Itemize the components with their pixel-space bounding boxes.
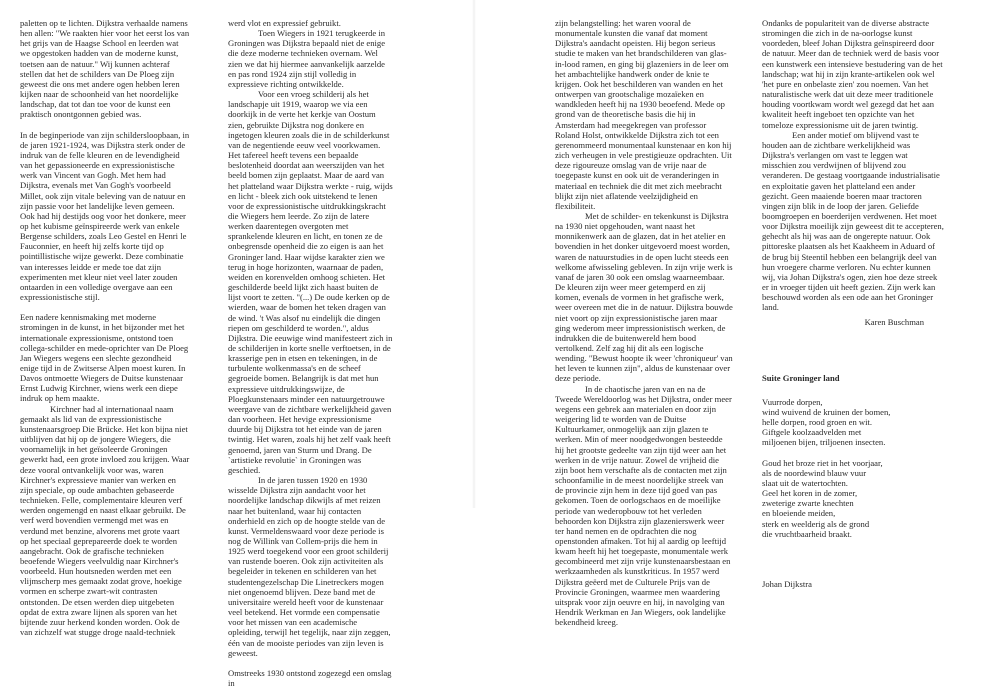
text-column-4 <box>762 18 944 589</box>
paragraph: In de beginperiode van zijn schildersloopbaan, in de jaren 1921-1924, was Dijkstra sterk onder de indruk van de felle kleuren en de levendigheid van het gepassioneerde en expressionistische werk van Vincent van Gogh. Met hem had Dijkstra, evenals met Van Gogh's voorbeeld Millet, ook zijn vitale beleving van de natuur en zijn passie voor het landelijke leven gemeen. Ook had hij destijds oog voor het donkere, meer op het kubisme geïnspireerde werk van enkele Bergense schilders, zoals Leo Gestel en Henri le Fauconnier, en heeft hij zelfs korte tijd op pointillistische wijze gewerkt. Deze combinatie van interesses leidde er mede toe dat zijn experimenten met kleur niet veel later zouden ontaarden in een volledige overgave aan een expressionistische stijl. <box>20 129 190 303</box>
paragraph: Een nadere kennismaking met moderne stromingen in de kunst, in het bijzonder met het internationale expressionisme, ontstond toen collega-schilder en mede-oprichter van De Ploeg Jan Wiegers wegens een slechte gezondheid enige tijd in de Zwitserse Alpen moest kuren. In Davos ontmoette Wiegers de Duitse kunstenaar Ernst Ludwig Kirchner, wiens werk een diepe indruk op hem maakte. <box>20 312 189 404</box>
text-column-1 <box>20 18 190 637</box>
paragraph: Omstreeks 1930 ontstond zogezegd een omslag in <box>228 667 392 688</box>
paragraph: Voor een vroeg schilderij als het landschapje uit 1919, waarop we via een doorkijk in de verte het kerkje van Oostum zien, gebruikte Dijkstra nog donkere en ingetogen kleuren zoals die in de schilderkunst van de negentiende eeuw veel voorkwamen. Het tafereel heeft tevens een bepaalde beslotenheid doordat aan weerszijden van het beeld bomen zijn geplaatst. Maar de aard van het platteland waar Dijkstra werkte - ruig, wijds en licht - bleek zich ook uitstekend te lenen voor de expressionistische uitdrukkingskracht die Wiegers hem leerde. Zo zijn de latere werken daarentegen overgoten met sprankelende kleuren en licht, en tonen ze de onbegrensde openheid die zo eigen is aan het Groninger land. Haar wijdse karakter zien we terug in hoge horizonten, waarnaar de paden, weiden en korenvelden omhoog schieten. Het geschilderde beeld lijkt zich haast buiten de lijst voort te zetten. "(...) De oude kerken op de wierden, waar de bomen het teken dragen van de wind. 't Was alsof nu eindelijk die dingen riepen om geschilderd te worden.", aldus Dijkstra. Die eeuwige wind manifesteert zich in de schilderijen in korte snelle verftoetsen, in de krasserige pen in etsen en tekeningen, in de turbulente wolkenmassa's en de scheef gegroeide bomen. Belangrijk is dat met hun expressieve uitdrukkingswijze, de Ploegkunstenaars minder een natuurgetrouwe weergave van de zichtbare werkelijkheid gaven dan voorheen. Het hevige expressionisme duurde bij Dijkstra tot het einde van de jaren twintig. Het waren, zoals hij het zelf vaak heeft genoemd, jaren van Sturm und Drang. De `artistieke revolutie` in Groningen was geschied. <box>228 89 393 475</box>
paragraph: Met de schilder- en tekenkunst is Dijkstra na 1930 niet opgehouden, want naast het monnikenwerk aan de glazen, dat in het atelier en bovendien in het donker uitgevoerd moest worden, waren de natuurstudies in de open lucht steeds een welkome afwisseling gebleven. In zijn vrije werk is vanaf de jaren 30 ook een omslag waarneembaar. De kleuren zijn weer meer getemperd en zij komen, evenals de vormen in het grafische werk, weer overeen met die in de natuur. Dijkstra bouwde niet voort op zijn expressionistische jaren maar ging wederom meer impressionistisch werken, de indrukken die de buitenwereld hem bood vertolkend. Zelf zag hij dit als een logische wending. "Bewust hoopte ik weer 'chroniqueur' van het leven te kunnen zijn", aldus de kunstenaar over deze periode. <box>555 210 733 384</box>
paragraph: In de chaotische jaren van en na de Tweede Wereldoorlog was het Dijkstra, onder meer wegens een gebrek aan materialen en door zijn weigering lid te worden van de Duitse Kultuurkamer, onmogelijk aan zijn glazen te werken. Min of meer noodgedwongen besteedde hij het grootste gedeelte van zijn tijd weer aan het werken in de vrije natuur. Zowel de vrijheid die zijn boot hem verschafte als de contacten met zijn schoonfamilie in de meest noordelijke streek van de provincie zijn hem in deze tijd goed van pas gekomen. Toen de oorlogschaos en de moeilijke periode van wederopbouw tot het verleden behoorden kon Dijkstra zijn glazenierswerk weer ter hand nemen en de opdrachten die nog openstonden afmaken. Tot hij al aardig op leeftijd kwam heeft hij het toegepaste, monumentale werk gecombineerd met zijn vrije kunstenaarsbestaan en werkzaamheden als kunstkriticus. In 1957 werd Dijkstra geëerd met de Culturele Prijs van de Provincie Groningen, waarmee men waardering uitsprak voor zijn oeuvre en hij, in navolging van Hendrik Werkman en Jan Wiegers, ook landelijke bekendheid kreeg. <box>555 383 732 628</box>
poem-stanza-2: Goud het broze riet in het voorjaar, als de noordewind blauw vuur slaat uit de watertochten. Geel het koren in de zomer, zweterige zwarte knechten en bloeiende meiden, sterk en weelderig als de grond die vruchtbaarheid braakt. <box>762 457 883 539</box>
paragraph: Een ander motief om blijvend vast te houden aan de zichtbare werkelijkheid was Dijkstra's verlangen om vast te leggen wat misschien zou verdwijnen of blijvend zou veranderen. De gestaag voortgaande industrialisatie en exploitatie gaven het platteland een ander gezicht. Geen maaiende boeren maar tractoren vingen zijn blik in de loop der jaren. Geliefde boomgroepen en boerderijen verdwenen. Het moet voor Dijkstra moeilijk zijn geweest dit te accepteren, gehecht als hij was aan de ongerepte natuur. Ook pittoreske plaatsen als het Kaakheem in Aduard of de brug bij Steentil hebben een belangrijk deel van hun vroegere charme verloren. Nu echter kunnen wij, via Johan Dijkstra's ogen, zien hoe deze streek er in vroeger tijden uit heeft gezien. Zijn werk kan beschouwd worden als een ode aan het Groninger land. <box>762 129 944 313</box>
text-column-2 <box>228 18 393 688</box>
article-author: Karen Buschman <box>864 316 924 327</box>
paragraph: In de jaren tussen 1920 en 1930 wisselde Dijkstra zijn aandacht voor het noordelijke landschap dikwijls af met reizen naar het buitenland, waar hij contacten onderhield en zich op de hoogte stelde van de kunst. Vermeldenswaard voor deze periode is nog de Willink van Collem-prijs die hem in 1925 werd toegekend voor een groot schilderij van rustende boeren. Ook zijn activiteiten als begeleider in tekenen en schilderen van het studentengezelschap Die Linetreckers mogen niet ongenoemd blijven. Deze band met de universitaire wereld heeft voor de kunstenaar veel betekend. Het vormde een compensatie voor het missen van een academische opleiding, terwijl het tegelijk, naar zijn zeggen, één van de mooiste periodes van zijn leven is geweest. <box>228 475 391 658</box>
paragraph: Kirchner had al internationaal naam gemaakt als lid van de expressionistische kunstenaarsgroep Die Brücke. Het kon bijna niet uitblijven dat hij op de jongere Wiegers, die voornamelijk in het geïsoleerde Groningen gewerkt had, een grote invloed zou krijgen. Waar deze vooral ontvankelijk voor was, waren Kirchner's expressieve manier van werken en zijn speciale, op oude ambachten gebaseerde technieken. Felle, complementaire kleuren verf werden ongemengd en naast elkaar gebruikt. De verf werd bovendien vermengd met was en verdund met benzine, alvorens met grote vaart op het speciaal geprepareerde doek te worden aangebracht. Ook de grafische technieken beoefende Wiegers veelvuldig naar Kirchner's voorbeeld. Hun houtsneden werden met een vlijmscherp mes gemaakt zodat grove, hoekige vormen en scherpe zwart-wit contrasten ontstonden. De etsen werden diep uitgebeten opdat de extra zware lijnen als sporen van het bijtende zuur herkend konden worden. Ook de van zichzelf wat stugge droge naald-techniek <box>20 403 190 638</box>
paragraph: zijn belangstelling: het waren vooral de monumentale kunsten die vanaf dat moment Dijkstra's aandacht opeisten. Hij begon serieus studie te maken van het brandschilderen van glas-in-lood ramen, en ging bij glazeniers in de leer om het ambachtelijke handwerk onder de knie te krijgen. Ook het beschilderen van wanden en het ontwerpen van grootschalige mozaïeken en wandkleden heeft hij na 1930 beoefend. Mede op grond van de theoretische basis die hij in Amsterdam had meegekregen van professor Roland Holst, ontwikkelde Dijkstra zich tot een gerenommeerd monumentaal kunstenaar en kon hij zich verheugen in vele prestigieuze opdrachten. Uit deze rigoureuze omslag van de vrije naar de toegepaste kunst en ook uit de veranderingen in materiaal en techniek die dit met zich meebracht blijkt zijn niet aflatende veelzijdigheid en flexibiliteit. <box>555 18 732 211</box>
paragraph: Ondanks de populariteit van de diverse abstracte stromingen die zich in de na-oorlogse kunst voordeden, bleef Johan Dijkstra geïnspireerd door de natuur. Meer dan de techniek werd de basis voor een kunstwerk een intensieve bestudering van de het landschap; wat hij in zijn krante-artikelen ook wel 'het pure en onbelaste zien' zou noemen. Van het naturalistische werk dat uit deze meer traditionele houding voortkwam wordt wel gezegd dat het aan kwaliteit heeft ingeboet ten opzichte van het tomeloze expressionisme uit de jaren twintig. <box>762 18 943 130</box>
paragraph: Toen Wiegers in 1921 terugkeerde in Groningen was Dijkstra bepaald niet de enige die deze moderne technieken overnam. Wel zien we dat hij hiermee aanvankelijk aarzelde en pas rond 1924 zijn stijl volledig in expressieve richting ontwikkelde. <box>228 28 386 89</box>
page-fold <box>472 0 476 508</box>
text-column-3 <box>555 18 733 627</box>
poem-author: Johan Dijkstra <box>762 578 812 589</box>
paragraph: paletten op te lichten. Dijkstra verhaalde namens hen allen: "We raakten hier voor het eerst los van het grijs van de Haagse School en leerden wat we opgestoken hadden van de moderne kunst, toetsen aan de natuur." Wij kunnen achteraf stellen dat het de schilders van De Ploeg zijn geweest die ons met andere ogen hebben leren kijken naar de schoonheid van het noordelijke landschap, dat tot dan toe voor de kunst een praktisch onontgonnen gebied was. <box>20 18 190 120</box>
paragraph: werd vlot en expressief gebruikt. <box>228 18 341 28</box>
poem-stanza-1: Vuurrode dorpen, wind wuivend de kruinen der bomen, helle dorpen, rood groen en wit. Giftgele koolzaadvelden met miljoenen bijen, triljoenen insecten. <box>762 396 891 448</box>
poem-title: Suite Groninger land <box>762 372 840 383</box>
